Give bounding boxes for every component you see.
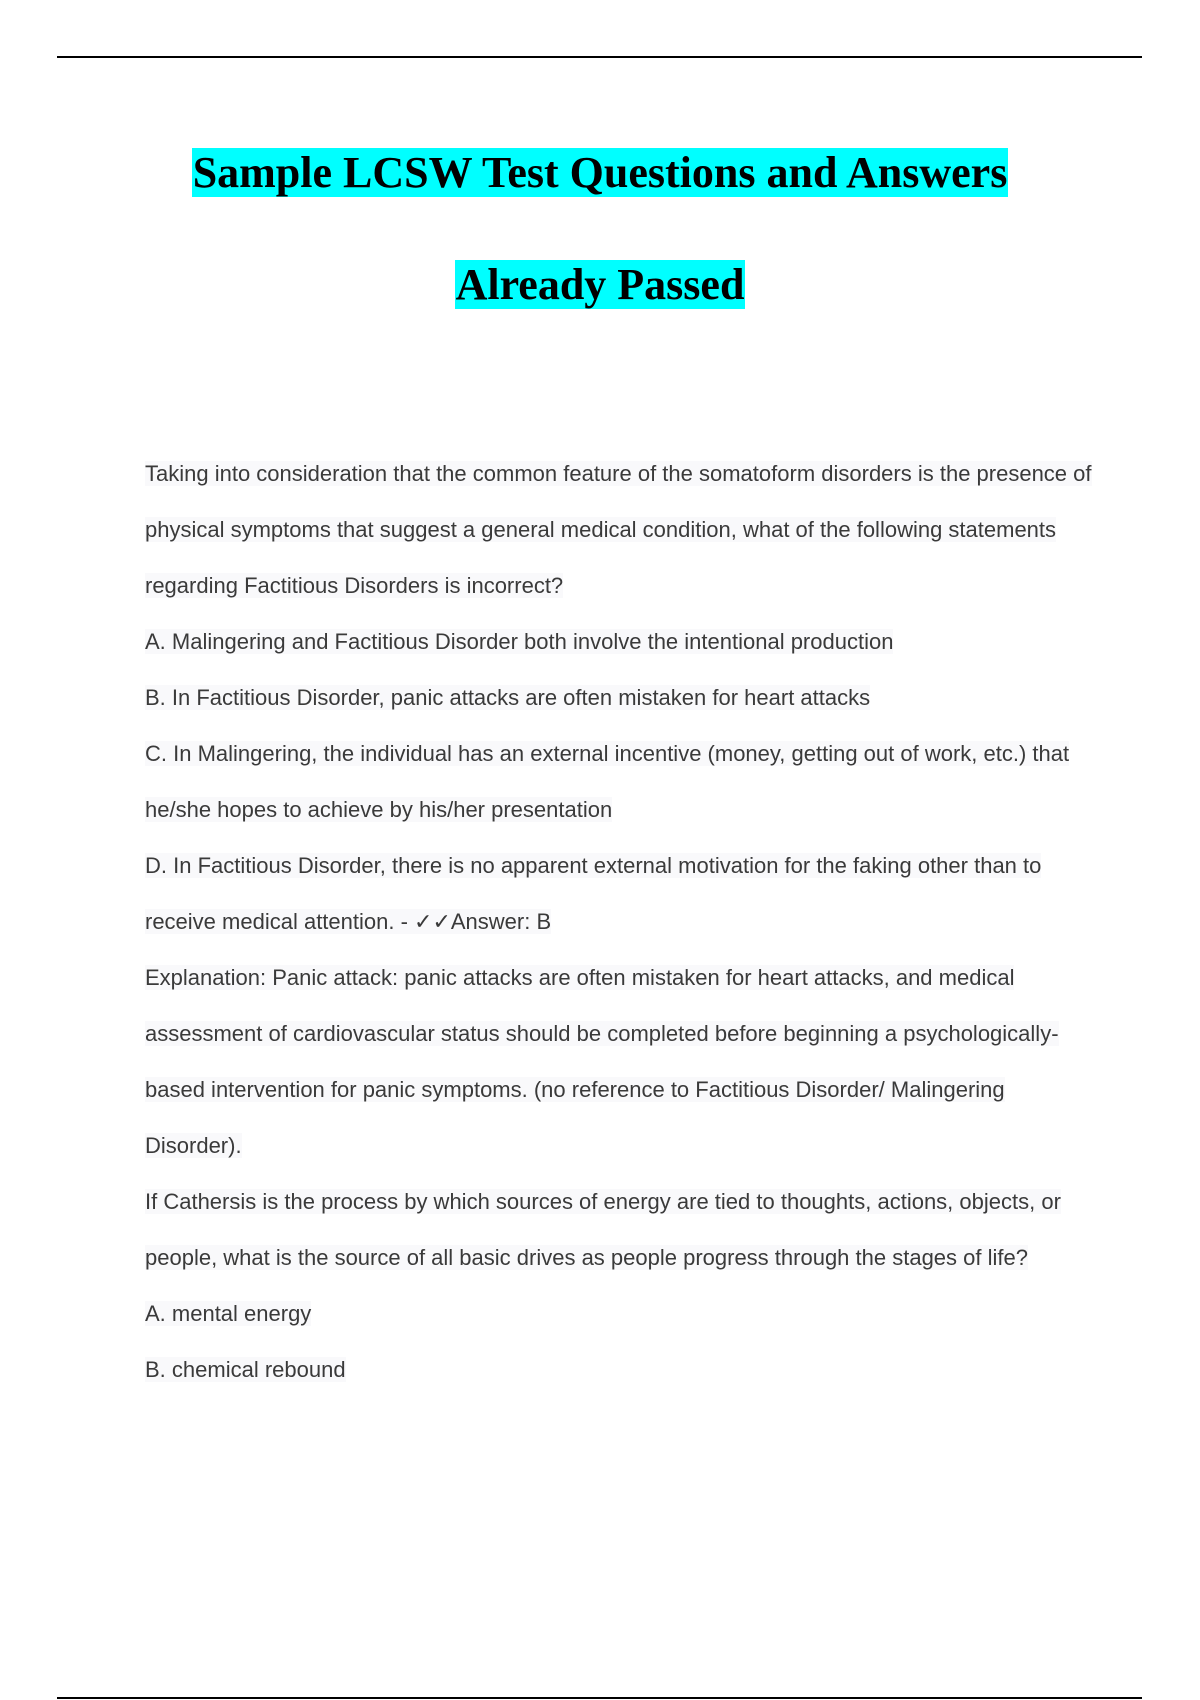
bottom-rule [57,1697,1142,1699]
question-1-option-c: C. In Malingering, the individual has an external incentive (money, getting out of work, etc.) that he/she hopes to achieve by his/her presentation [145,741,1070,822]
question-1-option-b: B. In Factitious Disorder, panic attacks are often mistaken for heart attacks [145,685,871,710]
title-highlight-1: Sample LCSW Test Questions and Answers [192,148,1008,197]
title-highlight-2: Already Passed [455,260,745,309]
document-body [145,446,1095,1398]
question-1-option-a: A. Malingering and Factitious Disorder both involve the intentional production [145,629,894,654]
title-line-2 [0,257,1200,313]
question-1-stem: Taking into consideration that the common feature of the somatoform disorders is the presence of physical symptoms that suggest a general medical condition, what of the following statements regarding Factitious Disorders is incorrect? [145,461,1092,598]
question-2-stem: If Cathersis is the process by which sources of energy are tied to thoughts, actions, objects, or people, what is the source of all basic drives as people progress through the stages of life? [145,1189,1061,1270]
question-1-option-d: D. In Factitious Disorder, there is no apparent external motivation for the faking other than to receive medical attention. - ✓✓Answer: B [145,853,1042,934]
question-2-option-a: A. mental energy [145,1301,312,1326]
question-2-option-b: B. chemical rebound [145,1357,346,1382]
top-rule [57,56,1142,58]
question-1-explanation: Explanation: Panic attack: panic attacks are often mistaken for heart attacks, and medical assessment of cardiovascular status should be completed before beginning a psychologically-based intervention for panic symptoms. (no reference to Factitious Disorder/ Malingering Disorder). [145,965,1059,1158]
title-line-1 [0,145,1200,201]
